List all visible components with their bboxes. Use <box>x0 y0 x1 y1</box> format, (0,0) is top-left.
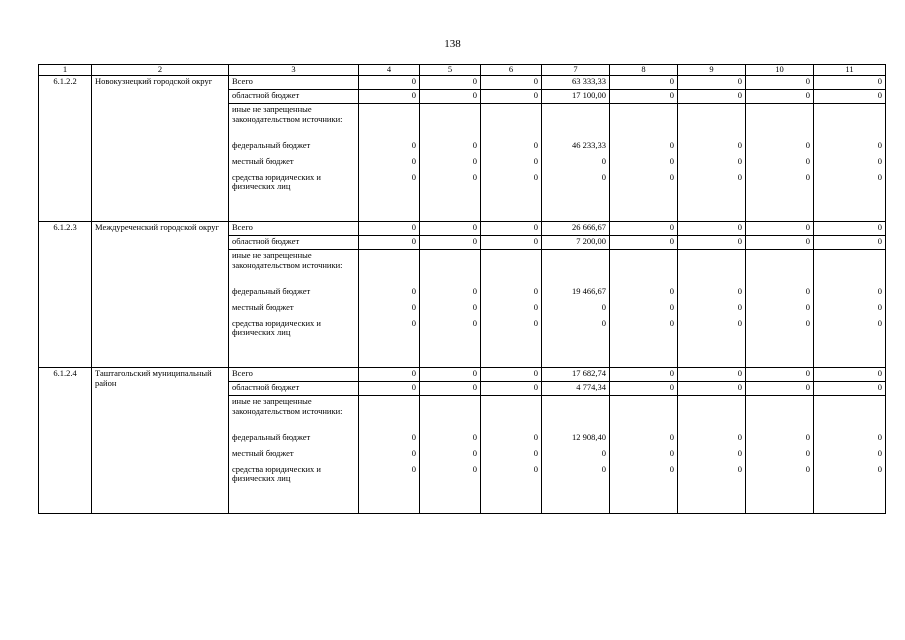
funding-source-label: иные не запрещенные законодательством источники: <box>229 104 359 140</box>
funding-source-label: федеральный бюджет <box>229 140 359 156</box>
value-cell: 0 <box>814 140 886 156</box>
empty-cell <box>481 352 542 368</box>
value-cell: 0 <box>746 464 814 498</box>
value-cell: 0 <box>678 236 746 250</box>
municipality-name: Новокузнецкий городской округ <box>92 76 229 222</box>
value-cell: 0 <box>746 156 814 172</box>
value-cell: 0 <box>746 172 814 206</box>
value-cell: 0 <box>610 432 678 448</box>
value-cell: 0 <box>814 448 886 464</box>
value-cell: 0 <box>746 302 814 318</box>
value-cell: 0 <box>420 432 481 448</box>
value-cell <box>542 104 610 140</box>
empty-cell <box>746 498 814 514</box>
value-cell: 17 100,00 <box>542 90 610 104</box>
funding-source-label: местный бюджет <box>229 448 359 464</box>
value-cell: 63 333,33 <box>542 76 610 90</box>
value-cell: 0 <box>359 464 420 498</box>
value-cell <box>746 250 814 286</box>
value-cell: 0 <box>420 236 481 250</box>
empty-cell <box>359 206 420 222</box>
empty-cell <box>542 498 610 514</box>
budget-group <box>39 368 886 514</box>
funding-source-label: Всего <box>229 76 359 90</box>
value-cell <box>359 396 420 432</box>
funding-source-label: иные не запрещенные законодательством источники: <box>229 250 359 286</box>
value-cell: 0 <box>359 222 420 236</box>
table-row <box>39 76 886 90</box>
value-cell <box>814 396 886 432</box>
table-row <box>39 368 886 382</box>
value-cell <box>420 396 481 432</box>
empty-cell <box>610 206 678 222</box>
empty-cell <box>814 206 886 222</box>
value-cell: 0 <box>746 448 814 464</box>
empty-cell <box>746 352 814 368</box>
value-cell: 0 <box>610 76 678 90</box>
value-cell: 0 <box>542 318 610 352</box>
value-cell: 0 <box>481 156 542 172</box>
column-number-4: 4 <box>359 65 420 76</box>
value-cell <box>610 104 678 140</box>
value-cell: 0 <box>678 140 746 156</box>
value-cell: 0 <box>542 464 610 498</box>
value-cell: 0 <box>610 368 678 382</box>
empty-cell <box>542 352 610 368</box>
empty-cell <box>359 498 420 514</box>
value-cell: 0 <box>359 76 420 90</box>
column-number-2: 2 <box>92 65 229 76</box>
value-cell <box>481 396 542 432</box>
value-cell: 0 <box>359 172 420 206</box>
funding-source-label: местный бюджет <box>229 302 359 318</box>
value-cell <box>542 396 610 432</box>
funding-source-label: Всего <box>229 368 359 382</box>
value-cell <box>420 250 481 286</box>
value-cell: 0 <box>359 140 420 156</box>
column-number-10: 10 <box>746 65 814 76</box>
value-cell: 0 <box>420 318 481 352</box>
funding-source-label: федеральный бюджет <box>229 432 359 448</box>
value-cell: 0 <box>610 318 678 352</box>
empty-cell <box>229 498 359 514</box>
empty-cell <box>420 498 481 514</box>
value-cell: 0 <box>814 382 886 396</box>
table-row <box>39 222 886 236</box>
budget-group <box>39 222 886 368</box>
value-cell: 0 <box>746 76 814 90</box>
value-cell: 0 <box>481 90 542 104</box>
value-cell: 0 <box>481 448 542 464</box>
empty-cell <box>746 206 814 222</box>
value-cell: 0 <box>746 236 814 250</box>
value-cell: 0 <box>610 156 678 172</box>
value-cell: 0 <box>610 172 678 206</box>
value-cell: 0 <box>610 382 678 396</box>
empty-cell <box>229 206 359 222</box>
value-cell: 0 <box>678 172 746 206</box>
empty-cell <box>481 498 542 514</box>
funding-source-label: средства юридических и физических лиц <box>229 318 359 352</box>
column-number-6: 6 <box>481 65 542 76</box>
item-code: 6.1.2.2 <box>39 76 92 222</box>
value-cell: 0 <box>746 368 814 382</box>
empty-cell <box>542 206 610 222</box>
value-cell: 0 <box>814 172 886 206</box>
budget-table <box>38 64 886 514</box>
value-cell: 7 200,00 <box>542 236 610 250</box>
value-cell <box>359 104 420 140</box>
empty-cell <box>229 352 359 368</box>
value-cell: 17 682,74 <box>542 368 610 382</box>
value-cell: 0 <box>359 382 420 396</box>
value-cell: 0 <box>678 156 746 172</box>
value-cell <box>359 250 420 286</box>
value-cell: 46 233,33 <box>542 140 610 156</box>
value-cell: 0 <box>746 90 814 104</box>
value-cell: 26 666,67 <box>542 222 610 236</box>
column-number-11: 11 <box>814 65 886 76</box>
column-number-8: 8 <box>610 65 678 76</box>
value-cell: 0 <box>542 156 610 172</box>
value-cell: 0 <box>420 222 481 236</box>
funding-source-label: областной бюджет <box>229 90 359 104</box>
value-cell: 0 <box>610 464 678 498</box>
value-cell: 0 <box>481 222 542 236</box>
value-cell: 0 <box>420 382 481 396</box>
value-cell: 0 <box>814 222 886 236</box>
value-cell: 0 <box>359 318 420 352</box>
value-cell: 0 <box>678 432 746 448</box>
value-cell: 0 <box>359 286 420 302</box>
value-cell: 0 <box>610 302 678 318</box>
value-cell: 12 908,40 <box>542 432 610 448</box>
funding-source-label: областной бюджет <box>229 382 359 396</box>
value-cell: 0 <box>420 286 481 302</box>
value-cell: 0 <box>610 448 678 464</box>
value-cell: 0 <box>814 302 886 318</box>
value-cell: 0 <box>746 318 814 352</box>
value-cell: 0 <box>678 368 746 382</box>
item-code: 6.1.2.4 <box>39 368 92 514</box>
value-cell: 0 <box>481 236 542 250</box>
empty-cell <box>481 206 542 222</box>
funding-source-label: федеральный бюджет <box>229 286 359 302</box>
value-cell <box>814 104 886 140</box>
empty-cell <box>359 352 420 368</box>
value-cell: 0 <box>481 302 542 318</box>
value-cell: 0 <box>610 286 678 302</box>
value-cell: 0 <box>481 140 542 156</box>
value-cell: 0 <box>678 382 746 396</box>
value-cell: 0 <box>678 464 746 498</box>
value-cell <box>678 250 746 286</box>
column-number-7: 7 <box>542 65 610 76</box>
value-cell: 0 <box>610 90 678 104</box>
value-cell: 0 <box>359 432 420 448</box>
value-cell: 0 <box>814 90 886 104</box>
value-cell: 0 <box>610 236 678 250</box>
value-cell: 0 <box>678 448 746 464</box>
value-cell: 0 <box>678 302 746 318</box>
value-cell: 0 <box>481 76 542 90</box>
value-cell: 0 <box>678 286 746 302</box>
value-cell <box>678 396 746 432</box>
value-cell: 0 <box>610 222 678 236</box>
value-cell: 0 <box>359 90 420 104</box>
value-cell: 0 <box>678 318 746 352</box>
value-cell: 19 466,67 <box>542 286 610 302</box>
value-cell: 0 <box>420 76 481 90</box>
value-cell: 0 <box>420 368 481 382</box>
empty-cell <box>420 206 481 222</box>
column-number-row <box>39 65 886 76</box>
funding-source-label: Всего <box>229 222 359 236</box>
budget-group <box>39 76 886 222</box>
value-cell: 0 <box>542 448 610 464</box>
empty-cell <box>678 206 746 222</box>
value-cell: 0 <box>814 76 886 90</box>
empty-cell <box>420 352 481 368</box>
value-cell: 0 <box>814 156 886 172</box>
value-cell: 0 <box>420 448 481 464</box>
value-cell: 0 <box>481 368 542 382</box>
page-number: 138 <box>444 38 461 50</box>
funding-source-label: средства юридических и физических лиц <box>229 464 359 498</box>
empty-cell <box>610 352 678 368</box>
value-cell: 0 <box>359 156 420 172</box>
value-cell: 0 <box>814 368 886 382</box>
value-cell: 0 <box>481 432 542 448</box>
value-cell: 0 <box>610 140 678 156</box>
value-cell: 0 <box>814 286 886 302</box>
value-cell <box>610 250 678 286</box>
value-cell: 0 <box>814 464 886 498</box>
value-cell: 0 <box>359 368 420 382</box>
column-number-1: 1 <box>39 65 92 76</box>
empty-cell <box>814 352 886 368</box>
value-cell: 0 <box>746 286 814 302</box>
value-cell: 0 <box>420 172 481 206</box>
value-cell <box>678 104 746 140</box>
municipality-name: Междуреченский городской округ <box>92 222 229 368</box>
column-number-5: 5 <box>420 65 481 76</box>
value-cell <box>746 104 814 140</box>
value-cell: 0 <box>481 286 542 302</box>
value-cell: 0 <box>542 172 610 206</box>
empty-cell <box>678 352 746 368</box>
value-cell <box>420 104 481 140</box>
value-cell: 0 <box>746 222 814 236</box>
funding-source-label: местный бюджет <box>229 156 359 172</box>
value-cell: 0 <box>814 432 886 448</box>
value-cell: 0 <box>420 156 481 172</box>
funding-source-label: областной бюджет <box>229 236 359 250</box>
value-cell: 0 <box>359 236 420 250</box>
value-cell <box>746 396 814 432</box>
municipality-name: Таштагольский муниципальный район <box>92 368 229 514</box>
value-cell: 0 <box>746 432 814 448</box>
funding-source-label: иные не запрещенные законодательством источники: <box>229 396 359 432</box>
value-cell <box>542 250 610 286</box>
value-cell: 0 <box>359 448 420 464</box>
value-cell: 0 <box>746 382 814 396</box>
value-cell <box>610 396 678 432</box>
value-cell: 0 <box>481 172 542 206</box>
value-cell: 0 <box>678 222 746 236</box>
empty-cell <box>678 498 746 514</box>
value-cell: 0 <box>420 140 481 156</box>
value-cell <box>814 250 886 286</box>
value-cell: 0 <box>359 302 420 318</box>
value-cell: 0 <box>542 302 610 318</box>
value-cell <box>481 250 542 286</box>
value-cell: 4 774,34 <box>542 382 610 396</box>
funding-source-label: средства юридических и физических лиц <box>229 172 359 206</box>
value-cell <box>481 104 542 140</box>
value-cell: 0 <box>481 382 542 396</box>
column-number-3: 3 <box>229 65 359 76</box>
value-cell: 0 <box>814 236 886 250</box>
value-cell: 0 <box>814 318 886 352</box>
value-cell: 0 <box>746 140 814 156</box>
empty-cell <box>610 498 678 514</box>
value-cell: 0 <box>481 464 542 498</box>
value-cell: 0 <box>420 302 481 318</box>
column-number-9: 9 <box>678 65 746 76</box>
value-cell: 0 <box>420 464 481 498</box>
value-cell: 0 <box>678 76 746 90</box>
empty-cell <box>814 498 886 514</box>
item-code: 6.1.2.3 <box>39 222 92 368</box>
value-cell: 0 <box>481 318 542 352</box>
value-cell: 0 <box>678 90 746 104</box>
value-cell: 0 <box>420 90 481 104</box>
